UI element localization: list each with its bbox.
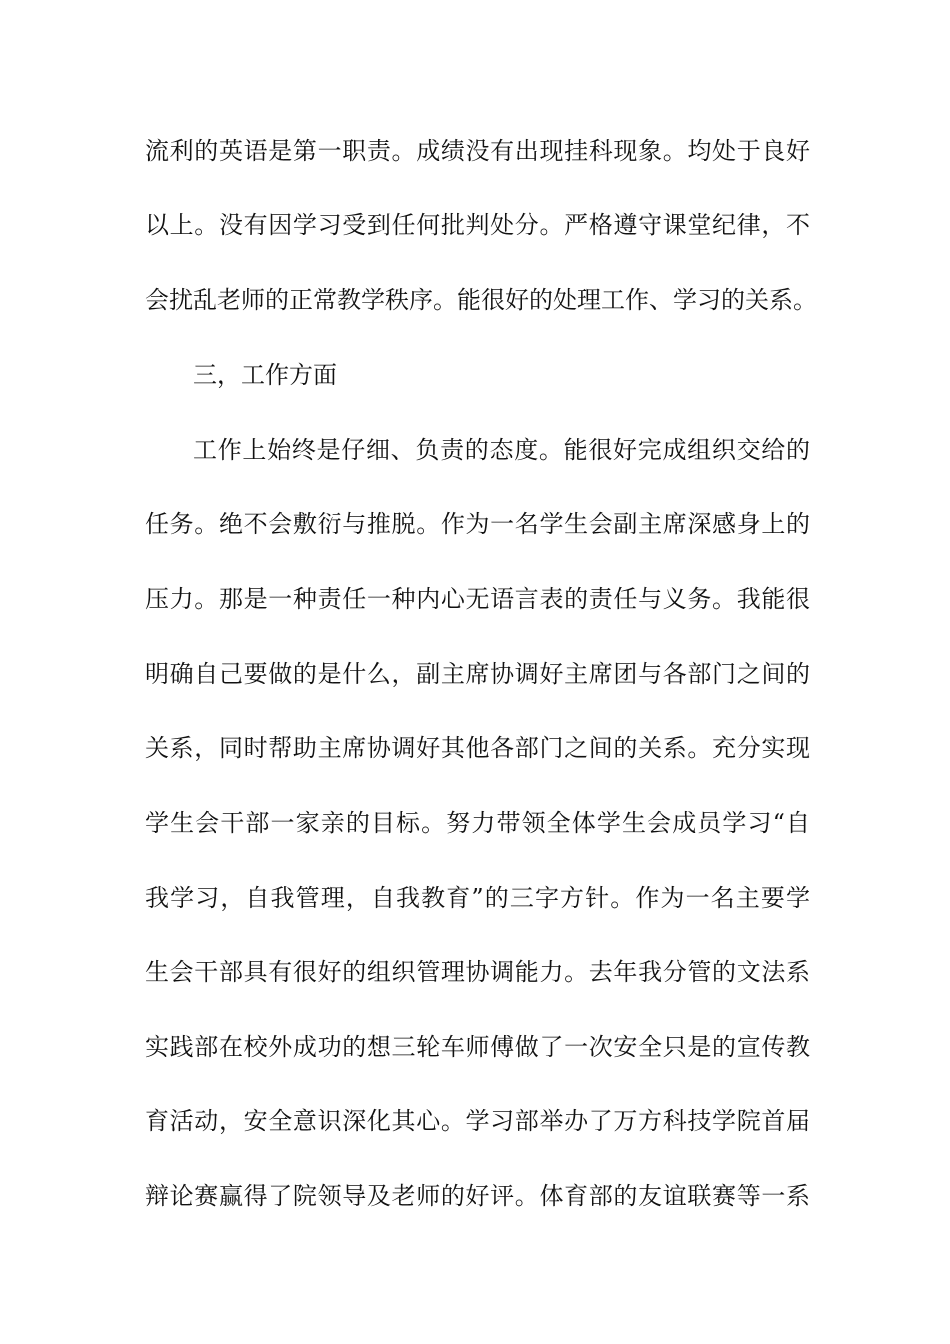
- text-line-6: 任务。绝不会敷衍与推脱。作为一名学生会副主席深感身上的: [145, 510, 810, 538]
- text-line-10: 学生会干部一家亲的目标。努力带领全体学生会成员学习“自: [145, 809, 810, 837]
- text-line-5: 工作上始终是仔细、负责的态度。能很好完成组织交给的: [193, 436, 810, 464]
- text-line-8: 明确自己要做的是什么，副主席协调好主席团与各部门之间的: [145, 660, 810, 688]
- text-line-9: 关系，同时帮助主席协调好其他各部门之间的关系。充分实现: [145, 734, 810, 762]
- text-line-11: 我学习，自我管理，自我教育”的三字方针。作为一名主要学: [145, 884, 810, 912]
- text-line-13: 实践部在校外成功的想三轮车师傅做了一次安全只是的宣传教: [145, 1033, 810, 1061]
- text-line-12: 生会干部具有很好的组织管理协调能力。去年我分管的文法系: [145, 958, 810, 986]
- text-line-2: 以上。没有因学习受到任何批判处分。严格遵守课堂纪律，不: [145, 211, 810, 239]
- text-line-1: 流利的英语是第一职责。成绩没有出现挂科现象。均处于良好: [145, 137, 810, 165]
- section-heading: 三，工作方面: [193, 361, 337, 389]
- text-line-14: 育活动，安全意识深化其心。学习部举办了万方科技学院首届: [145, 1107, 810, 1135]
- text-line-3: 会扰乱老师的正常教学秩序。能很好的处理工作、学习的关系。: [145, 286, 817, 314]
- text-line-15: 辩论赛赢得了院领导及老师的好评。体育部的友谊联赛等一系: [145, 1182, 810, 1210]
- text-line-7: 压力。那是一种责任一种内心无语言表的责任与义务。我能很: [145, 585, 810, 613]
